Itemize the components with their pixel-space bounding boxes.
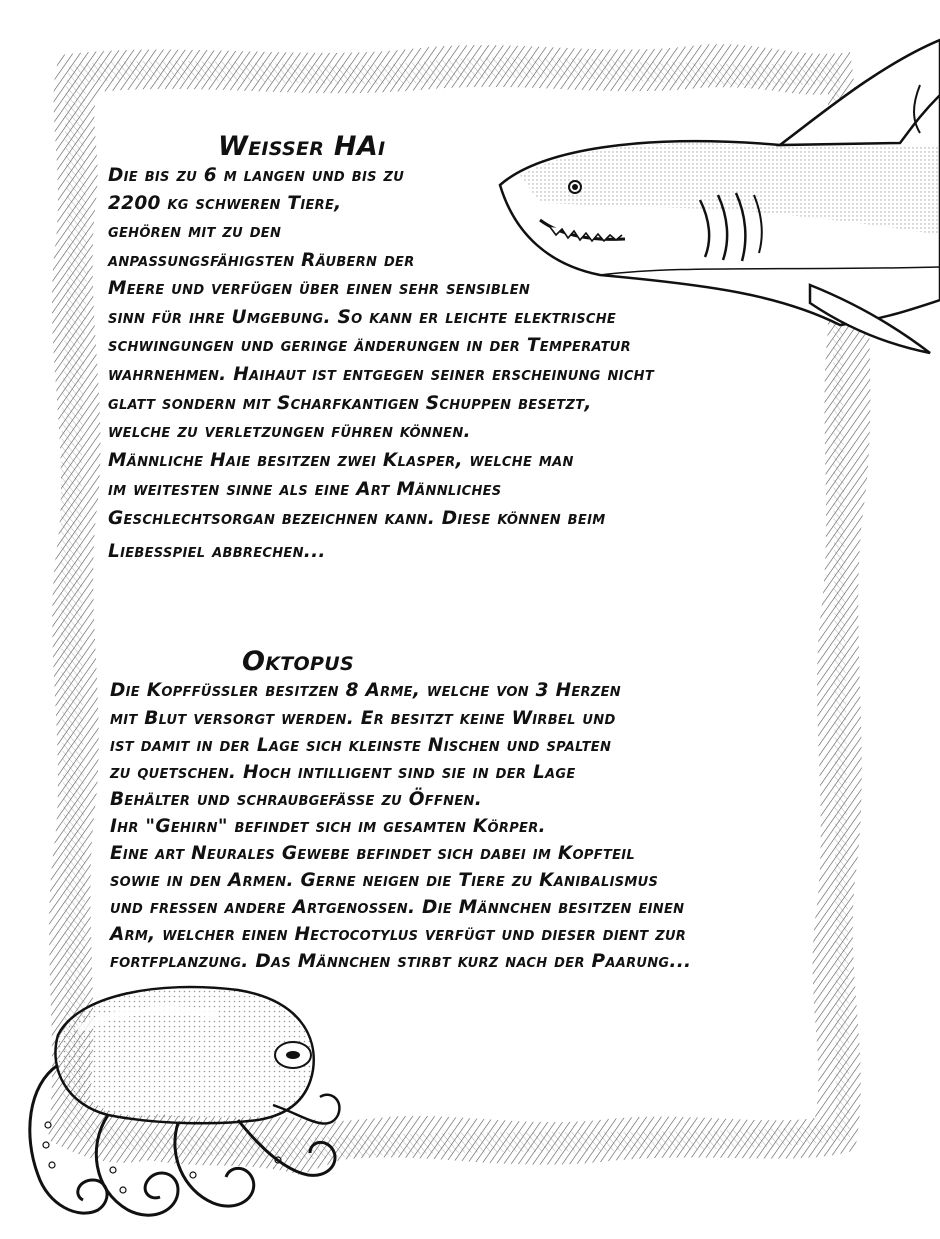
octopus-text-line: Arm, welcher einen Hectocotylus verfügt und dieser dient zur [110,924,687,945]
octopus-text-line: fortfplanzung. Das Männchen stirbt kurz nach der Paarung... [110,951,692,972]
shark-text-line: anpassungsfähigsten Räubern der [108,250,415,271]
shark-text-line: Meere und verfügen über einen sehr sensiblen [108,278,531,299]
shark-text-line: Geschlechtsorgan bezeichnen kann. Diese können beim [108,508,606,529]
octopus-text-line: Behälter und schraubgefässe zu Öffnen. [110,789,483,810]
shark-title: Weisser HAi [218,131,386,162]
shark-text-line: wahrnehmen. Haihaut ist entgegen seiner erscheinung nicht [108,364,655,385]
shark-text-line: 2200 kg schweren Tiere, [108,193,342,214]
shark-text-line: sinn für ihre Umgebung. So kann er leichte elektrische [108,307,617,328]
octopus-text-line: ist damit in der Lage sich kleinste Nischen und spalten [110,735,612,756]
shark-text-line: welche zu verletzungen führen können. [108,421,471,442]
octopus-text-line: Ihr "Gehirn" befindet sich im gesamten Körper. [110,816,546,837]
shark-text-line: im weitesten sinne als eine Art Männliches [108,479,502,500]
octopus-text-line: und fressen andere Artgenossen. Die Männchen besitzen einen [110,897,685,918]
octopus-text-line: zu quetschen. Hoch intilligent sind sie in der Lage [110,762,576,783]
shark-text-line: schwingungen und geringe änderungen in der Temperatur [108,335,631,356]
octopus-text-line: sowie in den Armen. Gerne neigen die Tiere zu Kanibalismus [110,870,659,891]
octopus-illustration [18,975,348,1230]
octopus-title: Oktopus [242,646,354,677]
octopus-text-line: Die Kopffüssler besitzen 8 Arme, welche von 3 Herzen [110,680,621,701]
shark-text-line: gehören mit zu den [108,221,282,242]
shark-text-line: glatt sondern mit Scharfkantigen Schuppen besetzt, [108,393,592,414]
octopus-text-line: mit Blut versorgt werden. Er besitzt keine Wirbel und [110,708,616,729]
shark-text-line: Liebesspiel abbrechen... [108,541,326,562]
shark-text-line: Die bis zu 6 m langen und bis zu [108,165,405,186]
shark-text-line: Männliche Haie besitzen zwei Klasper, welche man [108,450,574,471]
octopus-text-line: Eine art Neurales Gewebe befindet sich dabei im Kopfteil [110,843,635,864]
